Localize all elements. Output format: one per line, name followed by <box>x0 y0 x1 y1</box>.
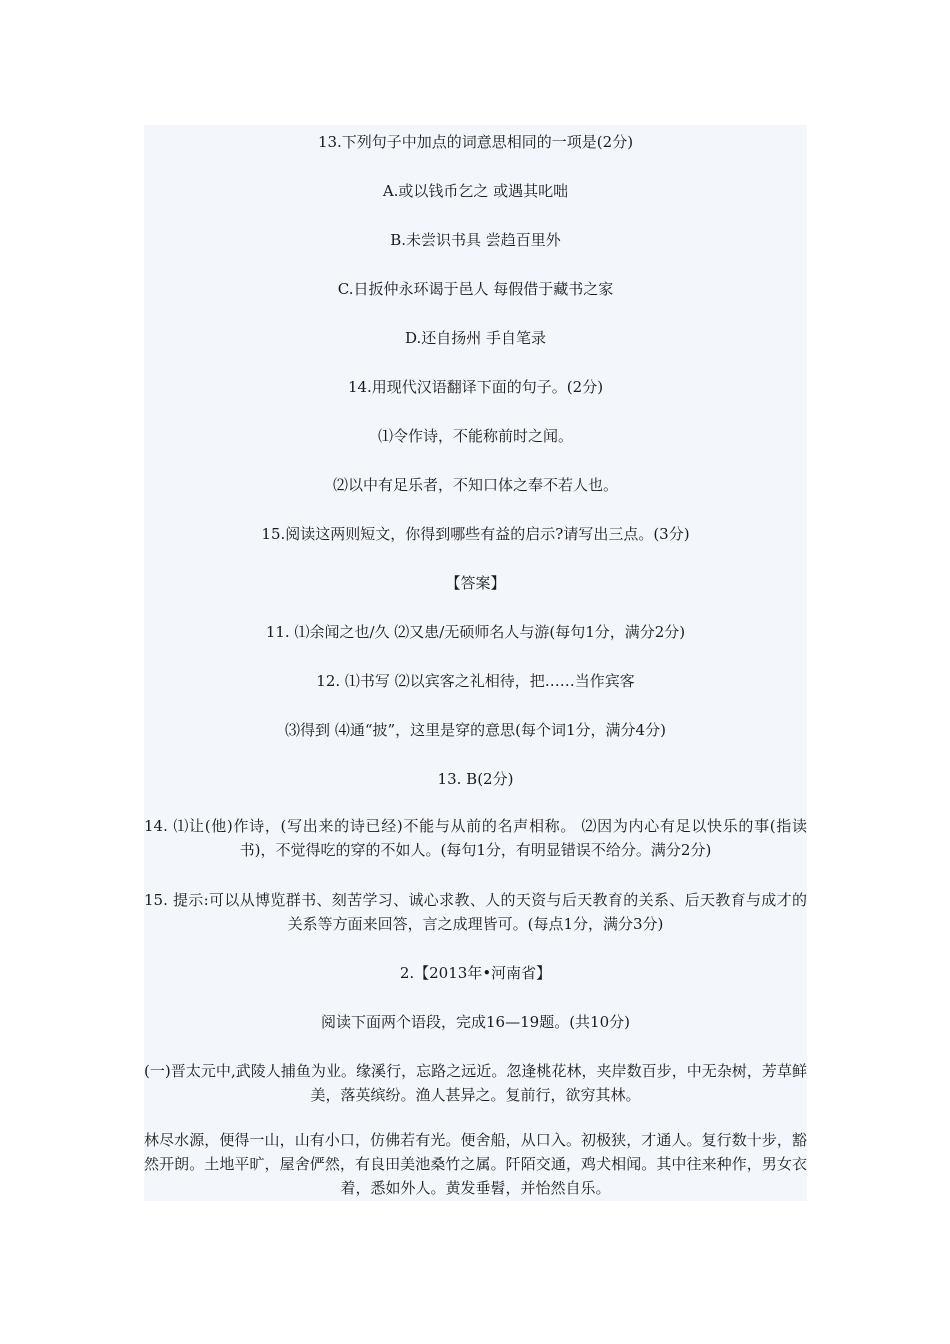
document-panel <box>144 125 807 1201</box>
answer-heading: 【答案】 <box>445 574 506 592</box>
answer-14: 14. ⑴让(他)作诗，(写出来的诗已经)不能与从前的名声相称。 ⑵因为内心有足以快乐的事(指读书)，不觉得吃的穿的不如人。(每句1分，有明显错误不给分。满分2分) <box>144 817 807 859</box>
option-b: B.未尝识书具 尝趋百里外 <box>390 231 561 249</box>
answer-12-part-2: ⑶得到 ⑷通“披”，这里是穿的意思(每个词1分，满分4分) <box>285 721 666 739</box>
answer-11: 11. ⑴余闻之也/久 ⑵又患/无硕师名人与游(每句1分，满分2分) <box>265 623 686 641</box>
question-14-title: 14.用现代汉语翻译下面的句子。(2分) <box>347 378 604 396</box>
reading-instruction: 阅读下面两个语段，完成16—19题。(共10分) <box>321 1013 630 1031</box>
sentence-1: ⑴令作诗，不能称前时之闻。 <box>377 427 573 445</box>
question-13-title: 13.下列句子中加点的词意思相同的一项是(2分) <box>317 133 634 151</box>
passage-paragraph-2: 林尽水源，便得一山，山有小口，仿佛若有光。便舍船，从口入。初极狭，才通人。复行数十步，豁然开朗。土地平旷，屋舍俨然，有良田美池桑竹之属。阡陌交通，鸡犬相闻。其中往来种作，男女衣着，悉如外人。黄发垂髫，并怡然自乐。 <box>144 1131 807 1197</box>
answer-15: 15. 提示:可以从博览群书、刻苦学习、诚心求教、人的天资与后天教育的关系、后天教育与成才的关系等方面来回答，言之成理皆可。(每点1分，满分3分) <box>144 891 807 933</box>
option-c: C.日扳仲永环谒于邑人 每假借于藏书之家 <box>337 280 614 298</box>
passage-paragraph-1: (一)晋太元中,武陵人捕鱼为业。缘溪行，忘路之远近。忽逢桃花林，夹岸数百步，中无杂树，芳草鲜美，落英缤纷。渔人甚异之。复前行，欲穷其林。 <box>144 1062 807 1104</box>
option-a: A.或以钱币乞之 或遇其叱咄 <box>382 182 569 200</box>
answer-12-part-1: 12. ⑴书写 ⑵以宾客之礼相待，把……当作宾客 <box>316 672 635 690</box>
sentence-2: ⑵以中有足乐者，不知口体之奉不若人也。 <box>332 476 618 494</box>
question-15-title: 15.阅读这两则短文，你得到哪些有益的启示?请写出三点。(3分) <box>261 525 690 543</box>
answer-13: 13. B(2分) <box>437 770 514 788</box>
option-d: D.还自扬州 手自笔录 <box>404 329 547 347</box>
section-2-title: 2.【2013年•河南省】 <box>399 964 552 982</box>
